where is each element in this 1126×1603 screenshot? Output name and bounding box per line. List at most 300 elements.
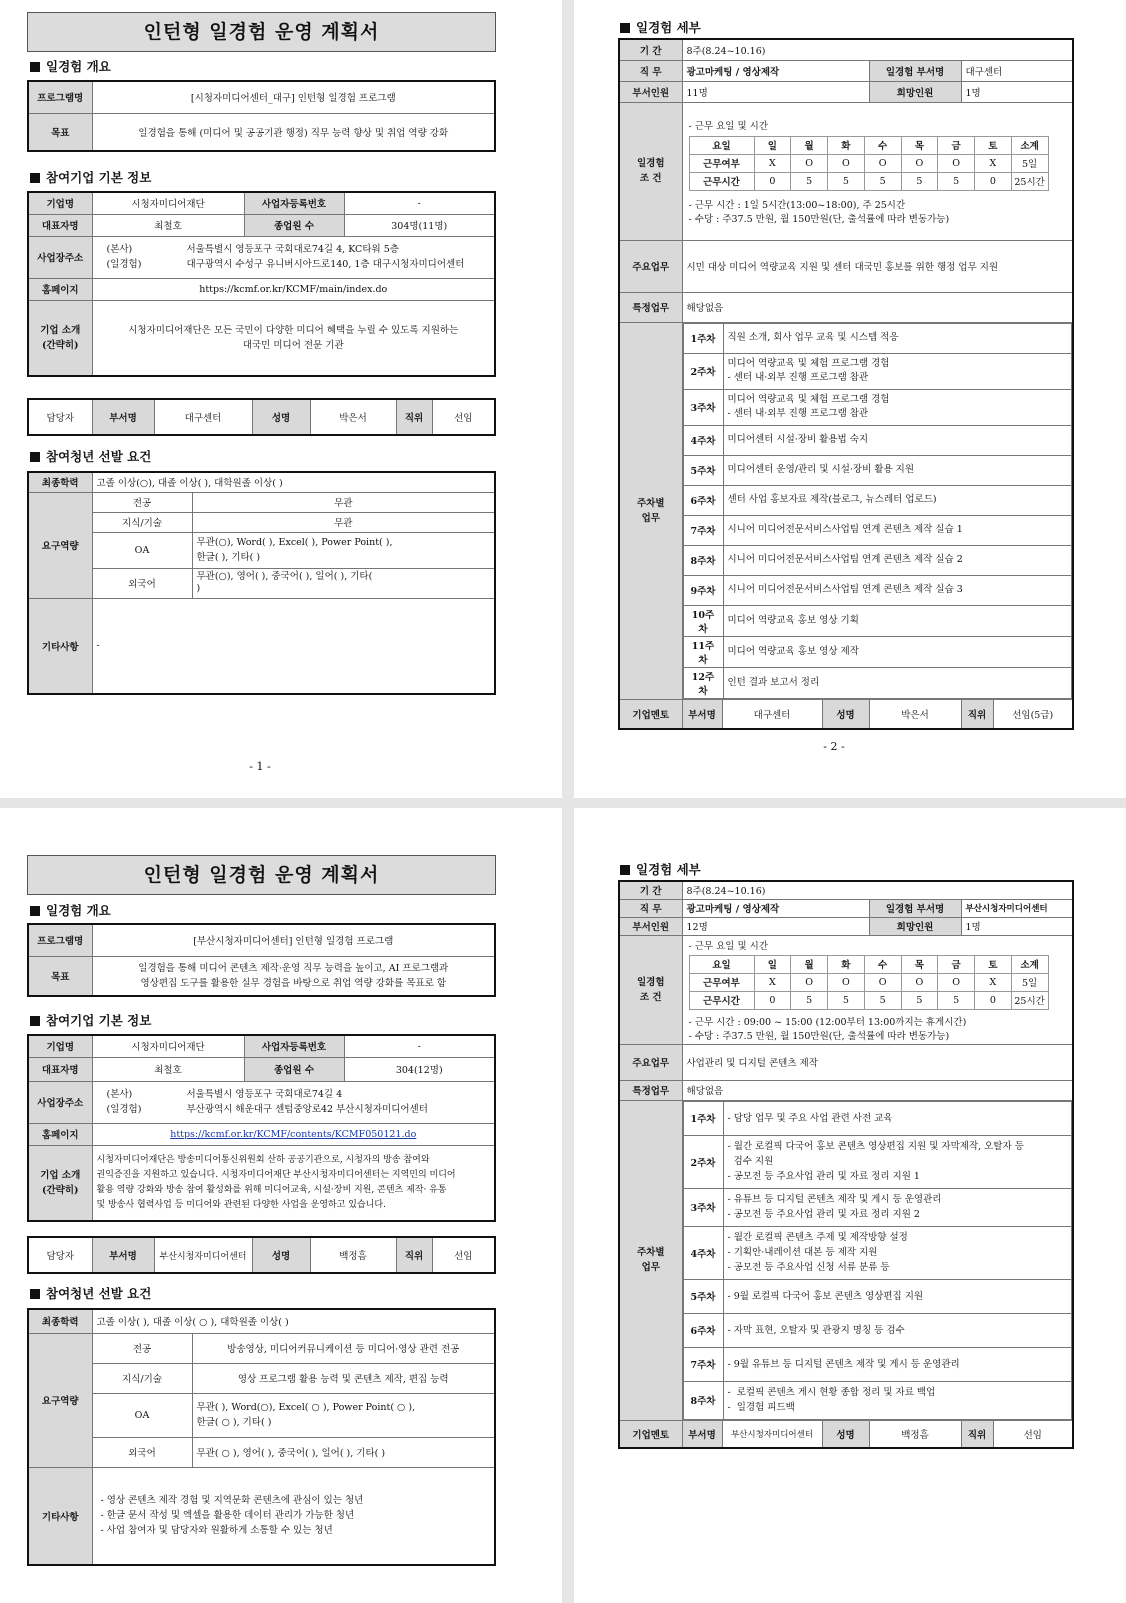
- week-task: [723, 1101, 1072, 1135]
- contact-dept: 대구센터: [154, 399, 252, 435]
- hours-cell: 일: [754, 955, 791, 973]
- hours-cell: 0: [754, 991, 791, 1009]
- hours-cell: 5: [828, 172, 865, 190]
- contact-table: [27, 398, 496, 436]
- week-task-line: 미디어 역량교육 홍보 영상 제작: [727, 645, 859, 657]
- label-competency: 요구역량: [28, 492, 92, 598]
- week-label: 4주차: [683, 425, 723, 455]
- label-contact: 담당자: [28, 1237, 92, 1273]
- bullet-square-icon: [620, 23, 630, 33]
- week-task: [723, 389, 1072, 425]
- section-heading-overview: 일경험 개요: [30, 57, 111, 75]
- label-job: 직 무: [619, 60, 682, 81]
- week-label: 12주차: [683, 667, 723, 698]
- hours-cell: 5: [828, 991, 865, 1009]
- bullet-square-icon: [30, 1289, 40, 1299]
- label-oa: OA: [92, 532, 192, 568]
- week-row: [683, 1135, 1072, 1188]
- week-label: 3주차: [683, 389, 723, 425]
- label-mentor-name: 성명: [822, 1420, 869, 1448]
- week-task-line: - 자막 표현, 오탈자 및 관광지 명칭 등 검수: [727, 1324, 905, 1336]
- regno-value: -: [344, 1035, 495, 1057]
- hours-cell: 5: [901, 991, 938, 1009]
- week-row: [683, 575, 1072, 605]
- label-mentor-name: 성명: [822, 699, 869, 729]
- label-competency: 요구역량: [28, 1333, 92, 1467]
- special-duty-value: 해당없음: [682, 1080, 1073, 1100]
- label-mentor-dept: 부서명: [682, 1420, 722, 1448]
- section-heading-company: 참여기업 기본 정보: [30, 1011, 151, 1029]
- week-task-line: - 기획안·내레이션 대본 등 제작 지원: [727, 1247, 878, 1258]
- allowance-note: - 수당 : 주37.5 만원, 월 150만원(단, 출석률에 따라 변동가능): [688, 213, 950, 225]
- main-duty-value: 시민 대상 미디어 역량교육 지원 및 센터 대국민 홍보를 위한 행정 업무 지원: [682, 240, 1073, 292]
- hours-cell: 25시간: [1011, 172, 1048, 190]
- week-task-line: 센터 사업 홍보자료 제작(블로그, 뉴스레터 업로드): [727, 494, 937, 505]
- requirements-table: [27, 1308, 496, 1566]
- week-label: 6주차: [683, 1313, 723, 1347]
- mentor-position: 선임(5급): [993, 699, 1073, 729]
- label-conditions: 일경험 조 건: [619, 102, 682, 240]
- work-hours-table: [689, 136, 1049, 191]
- addr-hq-tag: (본사): [106, 244, 133, 255]
- hours-cell: 목: [901, 955, 938, 973]
- label-program: 프로그램명: [28, 924, 92, 956]
- mentor-name: 백정흠: [869, 1420, 961, 1448]
- week-row: [683, 1381, 1072, 1419]
- hours-cell: 토: [975, 136, 1012, 154]
- week-row: [683, 667, 1072, 698]
- period-value: 8주(8.24~10.16): [682, 881, 1073, 899]
- allowance-note: - 수당 : 주37.5 만원, 월 150만원(단, 출석률에 따라 변동가능): [688, 1030, 950, 1042]
- label-address: 사업장주소: [28, 236, 92, 278]
- week-task-line: 미디어 역량교육 홍보 영상 기획: [727, 614, 859, 626]
- label-special-duty: 특정업무: [619, 1080, 682, 1100]
- week-label: 2주차: [683, 1135, 723, 1188]
- company-intro: 시청자미디어재단은 방송미디어통신위원회 산하 공공기관으로, 시청자의 방송 참여와 권익증진을 지원하고 있습니다. 시청자미디어재단 부산시청자미디어센터는 지역민의 미디어 활용 역량 강화와 방송 참여 활성화를 위해 미디어교육, 시설·장비 지원, 콘텐츠 제작· 유통 및 방송사 협력사업 등 미디어와 관련된 다양한 사업을 운영하고 있습니다.: [92, 1145, 495, 1221]
- work-dept-value: 부산시청자미디어센터: [961, 899, 1073, 917]
- conditions-cell: [682, 935, 1073, 1044]
- addr-site-tag: (일경험): [106, 1104, 142, 1115]
- page-4: [574, 808, 1126, 1603]
- job-value: 광고마케팅 / 영상제작: [682, 899, 869, 917]
- week-label: 6주차: [683, 485, 723, 515]
- wanted-value: 1명: [961, 917, 1073, 935]
- page-number: - 1 -: [249, 760, 271, 773]
- hours-cell: O: [828, 973, 865, 991]
- label-main-duty: 주요업무: [619, 240, 682, 292]
- address-cell: [92, 1081, 495, 1123]
- week-task: [723, 323, 1072, 353]
- staff-value: 11명: [682, 81, 869, 102]
- addr-site: 대구광역시 수성구 유니버시아드로140, 1층 대구시청자미디어센터: [186, 259, 465, 270]
- week-task-line: - 공모전 등 주요사업 관리 및 자료 정리 지원 2: [727, 1209, 920, 1220]
- label-skill: 지식/기술: [92, 512, 192, 532]
- section-heading-company: 참여기업 기본 정보: [30, 168, 151, 186]
- page-3: [0, 808, 562, 1603]
- week-task: [723, 1313, 1072, 1347]
- employee-count: 304명(11명): [344, 214, 495, 236]
- label-main-duty: 주요업무: [619, 1044, 682, 1080]
- label-major: 전공: [92, 1333, 192, 1363]
- label-skill: 지식/기술: [92, 1363, 192, 1393]
- overview-table: [27, 80, 496, 152]
- hours-cell: O: [938, 973, 975, 991]
- hours-cell: 5: [864, 172, 901, 190]
- week-task: [723, 485, 1072, 515]
- oa-value: 무관(○), Word( ), Excel( ), Power Point( ), 한글( ), 기타( ): [192, 532, 495, 568]
- bullet-square-icon: [30, 906, 40, 916]
- education-value: 고졸 이상( ), 대졸 이상( ○ ), 대학원졸 이상( ): [92, 1309, 495, 1333]
- addr-site: 부산광역시 해운대구 센텀중앙로42 부산시청자미디어센터: [186, 1104, 428, 1115]
- label-weekly: 주차별 업무: [619, 1100, 682, 1420]
- week-task: [723, 1381, 1072, 1419]
- hours-cell: 목: [901, 136, 938, 154]
- label-goal: 목표: [28, 113, 92, 151]
- week-row: [683, 1279, 1072, 1313]
- hours-title: - 근무 요일 및 시간: [688, 940, 769, 952]
- week-task: [723, 455, 1072, 485]
- mentor-position: 선임: [993, 1420, 1073, 1448]
- period-value: 8주(8.24~10.16): [682, 39, 1073, 60]
- label-homepage: 홈페이지: [28, 278, 92, 300]
- contact-name: 박은서: [310, 399, 396, 435]
- hours-cell: 0: [975, 172, 1012, 190]
- week-label: 2주차: [683, 353, 723, 389]
- week-label: 7주차: [683, 1347, 723, 1381]
- label-ceo: 대표자명: [28, 214, 92, 236]
- hours-cell: 토: [975, 955, 1012, 973]
- hours-cell: O: [901, 973, 938, 991]
- company-name: 시청자미디어재단: [92, 192, 244, 214]
- document-title: 인턴형 일경험 운영 계획서: [27, 12, 496, 52]
- document-title: 인턴형 일경험 운영 계획서: [27, 855, 496, 895]
- week-task-line: - 일경험 피드백: [727, 1402, 795, 1413]
- major-value: 방송영상, 미디어커뮤니케이션 등 미디어·영상 관련 전공: [192, 1333, 495, 1363]
- bullet-square-icon: [30, 1016, 40, 1026]
- week-task-line: 미디어센터 운영/관리 및 시설·장비 활용 지원: [727, 464, 915, 475]
- company-intro: 시청자미디어재단은 모든 국민이 다양한 미디어 혜택을 누릴 수 있도록 지원하는 대국민 미디어 전문 기관: [92, 300, 495, 376]
- label-etc: 기타사항: [28, 598, 92, 694]
- hours-row-label: 근무시간: [689, 991, 754, 1009]
- employee-count: 304(12명): [344, 1057, 495, 1081]
- hours-cell: 5: [791, 172, 828, 190]
- label-position: 직위: [396, 399, 432, 435]
- label-oa: OA: [92, 1393, 192, 1437]
- week-row: [683, 1347, 1072, 1381]
- contact-table: [27, 1236, 496, 1274]
- label-intro: 기업 소개 (간략히): [28, 1145, 92, 1221]
- week-row: [683, 1101, 1072, 1135]
- label-staff: 부서인원: [619, 81, 682, 102]
- conditions-cell: [682, 102, 1073, 240]
- staff-value: 12명: [682, 917, 869, 935]
- hours-cell: 월: [791, 955, 828, 973]
- hours-cell: 소계: [1011, 955, 1048, 973]
- week-task-line: - 9월 로컬픽 다국어 홍보 콘텐츠 영상편집 지원: [727, 1290, 924, 1302]
- ceo-name: 최철호: [92, 1057, 244, 1081]
- week-task-line: 직원 소개, 회사 업무 교육 및 시스템 적응: [727, 332, 899, 343]
- contact-position: 선임: [432, 399, 495, 435]
- mentor-dept: 대구센터: [722, 699, 822, 729]
- week-label: 10주차: [683, 605, 723, 636]
- week-task: [723, 1347, 1072, 1381]
- week-row: [683, 485, 1072, 515]
- label-conditions: 일경험 조 건: [619, 935, 682, 1044]
- week-task-line: - 월간 로컬픽 다국어 홍보 콘텐츠 영상편집 지원 및 자막제작, 오탈자 등: [727, 1141, 1024, 1152]
- hours-cell: O: [864, 154, 901, 172]
- hours-cell: 5: [901, 172, 938, 190]
- label-mentor-position: 직위: [961, 699, 993, 729]
- addr-hq-tag: (본사): [106, 1089, 133, 1100]
- hours-cell: X: [975, 973, 1012, 991]
- week-row: [683, 425, 1072, 455]
- hours-cell: 수: [864, 955, 901, 973]
- label-work-dept: 일경험 부서명: [869, 899, 961, 917]
- overview-table: [27, 923, 496, 997]
- hours-cell: O: [901, 154, 938, 172]
- hours-cell: 화: [828, 955, 865, 973]
- week-task-line: - 공모전 등 주요사업 신청 서류 분류 등: [727, 1262, 890, 1273]
- bullet-square-icon: [620, 865, 630, 875]
- week-task-line: - 센터 내·외부 진행 프로그램 참관: [727, 408, 869, 419]
- hours-cell: 금: [938, 955, 975, 973]
- week-row: [683, 605, 1072, 636]
- ceo-name: 최철호: [92, 214, 244, 236]
- main-duty-value: 사업관리 및 디지털 콘텐츠 제작: [682, 1044, 1073, 1080]
- label-mentor-dept: 부서명: [682, 699, 722, 729]
- detail-table: [618, 38, 1074, 730]
- program-name: [시청자미디어센터_대구] 인턴형 일경험 프로그램: [92, 81, 495, 113]
- week-task: [723, 545, 1072, 575]
- page-2: [574, 0, 1126, 798]
- addr-site-tag: (일경험): [106, 259, 142, 270]
- label-contact: 담당자: [28, 399, 92, 435]
- week-row: [683, 323, 1072, 353]
- weekly-schedule: [683, 323, 1073, 699]
- label-special-duty: 특정업무: [619, 292, 682, 322]
- homepage-link[interactable]: https://kcmf.or.kr/KCMF/contents/KCMF050121.do: [170, 1128, 417, 1140]
- week-task-line: - 로컬픽 콘텐츠 게시 현황 종합 정리 및 자료 백업: [727, 1387, 936, 1398]
- label-employees: 종업원 수: [244, 214, 344, 236]
- week-task-line: 미디어센터 시설·장비 활용법 숙지: [727, 434, 869, 445]
- mentor-name: 박은서: [869, 699, 961, 729]
- hours-cell: 5일: [1011, 154, 1048, 172]
- label-major: 전공: [92, 492, 192, 512]
- hours-cell: 금: [938, 136, 975, 154]
- hours-cell: X: [754, 973, 791, 991]
- contact-position: 선임: [432, 1237, 495, 1273]
- hours-cell: 5: [791, 991, 828, 1009]
- week-task-line: 시니어 미디어전문서비스사업팀 연계 콘텐츠 제작 실습 3: [727, 584, 963, 595]
- label-name: 성명: [252, 1237, 310, 1273]
- goal-text: 일경험을 통해 미디어 콘텐츠 제작·운영 직무 능력을 높이고, AI 프로그램과 영상편집 도구를 활용한 실무 경험을 바탕으로 취업 역량 강화를 목표로 함: [92, 956, 495, 996]
- hours-cell: 5: [938, 991, 975, 1009]
- label-weekly: 주차별 업무: [619, 322, 682, 699]
- week-row: [683, 545, 1072, 575]
- label-etc: 기타사항: [28, 1467, 92, 1565]
- week-task: [723, 1188, 1072, 1226]
- hours-cell: 화: [828, 136, 865, 154]
- label-homepage: 홈페이지: [28, 1123, 92, 1145]
- weekly-schedule: [683, 1101, 1073, 1420]
- week-task-line: 인턴 결과 보고서 정리: [727, 676, 820, 688]
- wanted-value: 1명: [961, 81, 1073, 102]
- hours-cell: 수: [864, 136, 901, 154]
- page-1: [0, 0, 562, 798]
- label-employees: 종업원 수: [244, 1057, 344, 1081]
- week-row: [683, 1313, 1072, 1347]
- hours-cell: O: [828, 154, 865, 172]
- contact-dept: 부산시청자미디어센터: [154, 1237, 252, 1273]
- label-company: 기업명: [28, 1035, 92, 1057]
- label-language: 외국어: [92, 568, 192, 598]
- hours-cell: O: [791, 154, 828, 172]
- contact-name: 백정흠: [310, 1237, 396, 1273]
- weekly-cell: [682, 322, 1073, 699]
- hours-cell: 0: [754, 172, 791, 190]
- week-task: [723, 667, 1072, 698]
- week-task-line: - 센터 내·외부 진행 프로그램 참관: [727, 372, 869, 383]
- week-task-line: 미디어 역량교육 및 체험 프로그램 경험: [727, 358, 890, 369]
- week-label: 4주차: [683, 1226, 723, 1279]
- section-heading-detail: 일경험 세부: [620, 18, 701, 36]
- hours-note: - 근무 시간 : 09:00 ~ 15:00 (12:00부터 13:00까지는 휴게시간): [688, 1016, 967, 1028]
- label-position: 직위: [396, 1237, 432, 1273]
- hours-cell: 일: [754, 136, 791, 154]
- detail-table: [618, 880, 1074, 1449]
- week-task: [723, 515, 1072, 545]
- regno-value: -: [344, 192, 495, 214]
- week-task: [723, 636, 1072, 667]
- week-task: [723, 425, 1072, 455]
- week-label: 3주차: [683, 1188, 723, 1226]
- week-task-line: 검수 지원: [727, 1156, 774, 1167]
- skill-value: 영상 프로그램 활용 능력 및 콘텐츠 제작, 편집 능력: [192, 1363, 495, 1393]
- label-regno: 사업자등록번호: [244, 1035, 344, 1057]
- week-label: 5주차: [683, 1279, 723, 1313]
- week-row: [683, 389, 1072, 425]
- program-name: [부산시청자미디어센터] 인턴형 일경험 프로그램: [92, 924, 495, 956]
- label-ceo: 대표자명: [28, 1057, 92, 1081]
- label-intro: 기업 소개 (간략히): [28, 300, 92, 376]
- label-goal: 목표: [28, 956, 92, 996]
- hours-cell: O: [864, 973, 901, 991]
- hours-title: - 근무 요일 및 시간: [688, 120, 769, 132]
- label-wanted: 희망인원: [869, 81, 961, 102]
- label-period: 기 간: [619, 39, 682, 60]
- hours-row-label: 근무여부: [689, 154, 754, 172]
- company-name: 시청자미디어재단: [92, 1035, 244, 1057]
- week-label: 7주차: [683, 515, 723, 545]
- special-duty-value: 해당없음: [682, 292, 1073, 322]
- label-job: 직 무: [619, 899, 682, 917]
- job-value: 광고마케팅 / 영상제작: [682, 60, 869, 81]
- week-task-line: 시니어 미디어전문서비스사업팀 연계 콘텐츠 제작 실습 2: [727, 554, 963, 565]
- hours-cell: X: [975, 154, 1012, 172]
- week-label: 8주차: [683, 1381, 723, 1419]
- week-label: 11주차: [683, 636, 723, 667]
- addr-hq: 서울특별시 영등포구 국회대로74길 4, KC타워 5층: [186, 244, 399, 255]
- work-dept-value: 대구센터: [961, 60, 1073, 81]
- label-wanted: 희망인원: [869, 917, 961, 935]
- label-dept: 부서명: [92, 1237, 154, 1273]
- label-staff: 부서인원: [619, 917, 682, 935]
- week-row: [683, 515, 1072, 545]
- weekly-cell: [682, 1100, 1073, 1420]
- oa-value: 무관( ), Word(○), Excel( ○ ), Power Point( ○ ), 한글( ○ ), 기타( ): [192, 1393, 495, 1437]
- week-task-line: 시니어 미디어전문서비스사업팀 연계 콘텐츠 제작 실습 1: [727, 524, 963, 535]
- company-table: [27, 1034, 496, 1222]
- week-task: [723, 605, 1072, 636]
- label-work-dept: 일경험 부서명: [869, 60, 961, 81]
- week-task: [723, 353, 1072, 389]
- section-heading-detail: 일경험 세부: [620, 860, 701, 878]
- bullet-square-icon: [30, 173, 40, 183]
- label-period: 기 간: [619, 881, 682, 899]
- address-cell: [92, 236, 495, 278]
- hours-cell: 5: [938, 172, 975, 190]
- week-row: [683, 636, 1072, 667]
- skill-value: 무관: [192, 512, 495, 532]
- company-table: [27, 191, 496, 377]
- label-name: 성명: [252, 399, 310, 435]
- label-education: 최종학력: [28, 1309, 92, 1333]
- section-heading-requirements: 참여청년 선발 요건: [30, 447, 151, 465]
- week-row: [683, 1226, 1072, 1279]
- label-language: 외국어: [92, 1437, 192, 1467]
- hours-cell: O: [791, 973, 828, 991]
- week-task-line: - 유튜브 등 디지털 콘텐츠 제작 및 게시 등 운영관리: [727, 1194, 942, 1205]
- mentor-dept: 부산시청자미디어센터: [722, 1420, 822, 1448]
- label-education: 최종학력: [28, 472, 92, 492]
- week-label: 8주차: [683, 545, 723, 575]
- hours-cell: 5: [864, 991, 901, 1009]
- page-number: - 2 -: [823, 740, 845, 753]
- label-mentor-position: 직위: [961, 1420, 993, 1448]
- label-mentor: 기업멘토: [619, 1420, 682, 1448]
- label-regno: 사업자등록번호: [244, 192, 344, 214]
- addr-hq: 서울특별시 영등포구 국회대로74길 4: [186, 1089, 343, 1100]
- label-dept: 부서명: [92, 399, 154, 435]
- week-task-line: 미디어 역량교육 및 체험 프로그램 경험: [727, 394, 890, 405]
- hours-cell: 25시간: [1011, 991, 1048, 1009]
- week-task-line: - 9월 유튜브 등 디지털 콘텐츠 제작 및 게시 등 운영관리: [727, 1358, 960, 1370]
- week-task: [723, 575, 1072, 605]
- week-task: [723, 1226, 1072, 1279]
- hours-cell: X: [754, 154, 791, 172]
- label-address: 사업장주소: [28, 1081, 92, 1123]
- label-company: 기업명: [28, 192, 92, 214]
- major-value: 무관: [192, 492, 495, 512]
- hours-row-label: 요일: [689, 955, 754, 973]
- week-label: 1주차: [683, 1101, 723, 1135]
- week-task-line: - 월간 로컬픽 콘텐츠 주제 및 제작방향 설정: [727, 1232, 908, 1243]
- week-row: [683, 455, 1072, 485]
- requirements-table: [27, 471, 496, 695]
- work-hours-table: [689, 955, 1049, 1010]
- language-value: 무관(○), 영어( ), 중국어( ), 일어( ), 기타( ): [192, 568, 495, 598]
- week-task-line: - 공모전 등 주요사업 관리 및 자료 정리 지원 1: [727, 1171, 920, 1182]
- homepage-url[interactable]: https://kcmf.or.kr/KCMF/main/index.do: [92, 278, 495, 300]
- hours-row-label: 근무여부: [689, 973, 754, 991]
- section-heading-overview: 일경험 개요: [30, 901, 111, 919]
- hours-row-label: 요일: [689, 136, 754, 154]
- etc-value: - 영상 콘텐츠 제작 경험 및 지역문화 콘텐츠에 관심이 있는 청년 - 한글 문서 작성 및 엑셀을 활용한 데이터 관리가 가능한 청년 - 사업 참여자 및 담당자와 원활하게 소통할 수 있는 청년: [92, 1467, 495, 1565]
- week-task: [723, 1135, 1072, 1188]
- week-label: 9주차: [683, 575, 723, 605]
- hours-note: - 근무 시간 : 1일 5시간(13:00~18:00), 주 25시간: [688, 199, 906, 211]
- education-value: 고졸 이상(○), 대졸 이상( ), 대학원졸 이상( ): [92, 472, 495, 492]
